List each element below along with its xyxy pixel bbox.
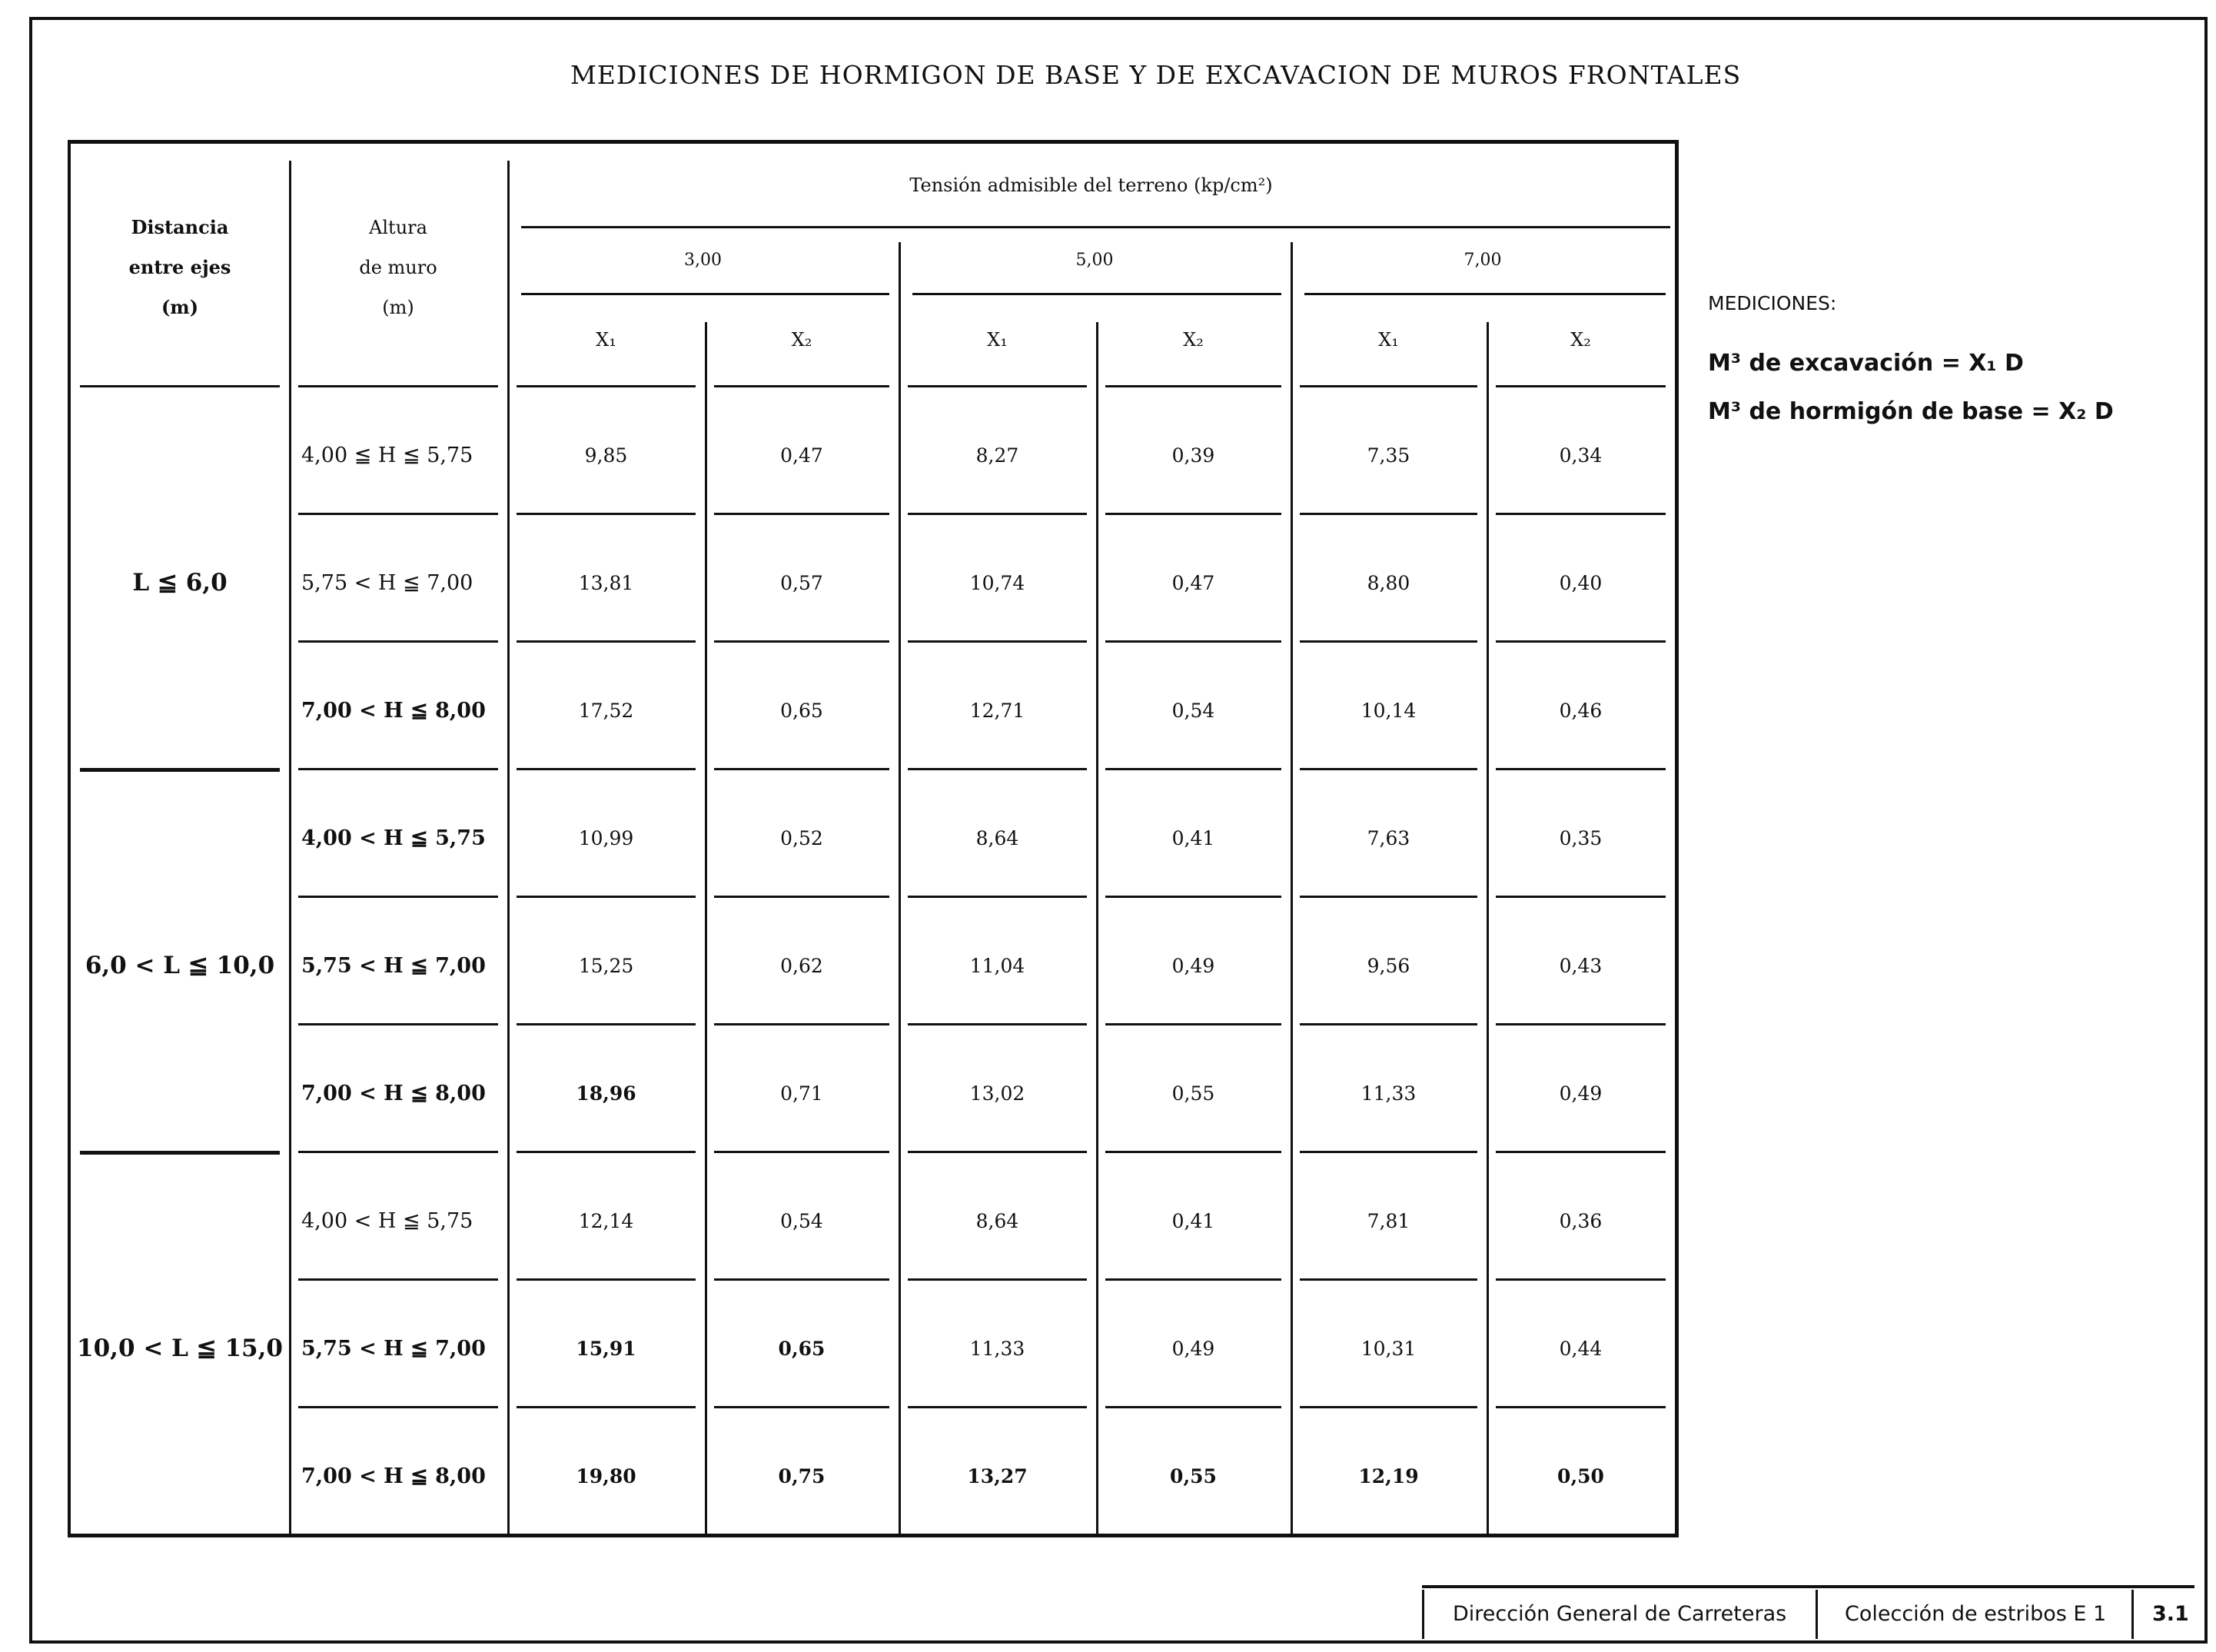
table-cell-value: 10,99 [578, 826, 634, 849]
height-range: 4,00 < H ≦ 5,75 [301, 1208, 473, 1233]
group-rule [80, 1151, 280, 1155]
table-cell-value: 0,49 [1171, 954, 1215, 977]
table-cell-value: 8,80 [1367, 571, 1410, 594]
notes-concrete-formula: M³ de hormigón de base = X₂ D [1708, 398, 2114, 425]
row-rule [517, 513, 696, 515]
table-cell-value: 0,71 [780, 1082, 823, 1105]
header-rule [1300, 385, 1477, 387]
height-range: 4,00 ≦ H ≦ 5,75 [301, 443, 473, 467]
row-rule [1105, 1151, 1281, 1153]
row-rule [298, 768, 498, 770]
table-cell-value: 13,81 [578, 571, 634, 594]
row-rule [517, 1023, 696, 1025]
table-cell-value: 10,31 [1360, 1337, 1417, 1360]
sub-header-x: X₁ [596, 329, 616, 351]
table-cell-value: 0,41 [1171, 826, 1215, 849]
row-rule [1105, 1406, 1281, 1408]
column-header-distance-line: entre ejes [128, 256, 231, 278]
table-cell-value: 0,52 [780, 826, 823, 849]
header-rule [517, 385, 696, 387]
height-range: 7,00 < H ≦ 8,00 [301, 698, 486, 723]
row-rule [714, 1151, 889, 1153]
table-cell-value: 10,14 [1360, 699, 1417, 722]
table-cell-value: 0,36 [1559, 1209, 1603, 1232]
row-rule [517, 896, 696, 898]
row-rule [714, 1023, 889, 1025]
table-cell-value: 15,25 [578, 954, 634, 977]
column-header-distance-line: Distancia [131, 216, 229, 238]
row-rule [517, 1406, 696, 1408]
row-rule [714, 896, 889, 898]
header-rule [521, 226, 1670, 228]
height-range: 4,00 < H ≦ 5,75 [301, 826, 486, 850]
row-rule [517, 1278, 696, 1281]
table-cell-value: 10,74 [969, 571, 1025, 594]
column-header-distance [71, 144, 289, 391]
footer-organization: Dirección General de Carreteras [1453, 1602, 1787, 1626]
row-rule [1105, 768, 1281, 770]
group-rule [80, 768, 280, 772]
row-rule [1300, 640, 1477, 643]
row-rule [1105, 1023, 1281, 1025]
row-rule [1105, 1278, 1281, 1281]
row-rule [1300, 1406, 1477, 1408]
height-range: 7,00 < H ≦ 8,00 [301, 1464, 486, 1488]
table-cell-value: 7,63 [1367, 826, 1410, 849]
table-cell-value: 8,64 [975, 826, 1019, 849]
notes-excavation-formula: M³ de excavación = X₁ D [1708, 350, 2024, 377]
row-rule [1496, 1406, 1666, 1408]
row-rule [1105, 896, 1281, 898]
table-cell-value: 0,62 [780, 954, 823, 977]
row-rule [1496, 1151, 1666, 1153]
table-cell-value: 9,85 [584, 444, 628, 467]
table-cell-value: 0,54 [1171, 699, 1215, 722]
row-rule [1300, 1023, 1477, 1025]
table-cell-value: 11,33 [969, 1337, 1025, 1360]
sub-header-x: X₂ [791, 329, 812, 351]
table-cell-value: 0,41 [1171, 1209, 1215, 1232]
header-rule [1496, 385, 1666, 387]
table-cell-value: 0,55 [1170, 1464, 1217, 1487]
measurements-table [68, 140, 1679, 1537]
header-rule [908, 385, 1087, 387]
row-rule [1496, 896, 1666, 898]
distance-range: 6,0 < L ≦ 10,0 [85, 952, 275, 979]
footer-page-number: 3.1 [2152, 1602, 2189, 1626]
tension-value: 3,00 [684, 251, 722, 270]
table-cell-value: 0,35 [1559, 826, 1603, 849]
sub-header-x: X₂ [1570, 329, 1591, 351]
table-cell-value: 11,33 [1360, 1082, 1417, 1105]
row-rule [1496, 1023, 1666, 1025]
row-rule [1300, 513, 1477, 515]
table-cell-value: 7,81 [1367, 1209, 1410, 1232]
header-rule [1304, 293, 1666, 295]
row-rule [1496, 1278, 1666, 1281]
row-rule [908, 640, 1087, 643]
table-cell-value: 13,02 [969, 1082, 1025, 1105]
row-rule [517, 1151, 696, 1153]
row-rule [1105, 640, 1281, 643]
table-cell-value: 0,55 [1171, 1082, 1215, 1105]
table-cell-value: 0,43 [1559, 954, 1603, 977]
header-rule [714, 385, 889, 387]
row-rule [298, 1151, 498, 1153]
row-rule [908, 1406, 1087, 1408]
table-cell-value: 0,65 [778, 1337, 826, 1360]
table-cell-value: 0,54 [780, 1209, 823, 1232]
row-rule [1496, 513, 1666, 515]
page-title-text: MEDICIONES DE HORMIGON DE BASE Y DE EXCAVACION DE MUROS FRONTALES [570, 60, 1742, 90]
row-rule [298, 640, 498, 643]
table-cell-value: 18,96 [576, 1082, 636, 1105]
table-cell-value: 0,46 [1559, 699, 1603, 722]
row-rule [1496, 640, 1666, 643]
table-cell-value: 17,52 [578, 699, 634, 722]
row-rule [1496, 768, 1666, 770]
table-cell-value: 12,14 [578, 1209, 634, 1232]
tension-header: Tensión admisible del terreno (kp/cm²) [909, 175, 1273, 196]
notes-heading: MEDICIONES: [1708, 292, 1837, 314]
row-rule [714, 513, 889, 515]
table-cell-value: 11,04 [969, 954, 1025, 977]
height-range: 5,75 < H ≦ 7,00 [301, 953, 486, 978]
table-cell-value: 0,47 [780, 444, 823, 467]
height-range: 5,75 < H ≦ 7,00 [301, 1336, 486, 1361]
distance-range: 10,0 < L ≦ 15,0 [77, 1335, 283, 1362]
column-header-height-line: (m) [382, 297, 414, 318]
row-rule [298, 1278, 498, 1281]
table-cell-value: 0,34 [1559, 444, 1603, 467]
row-rule [908, 513, 1087, 515]
row-rule [908, 1151, 1087, 1153]
row-rule [1300, 896, 1477, 898]
table-cell-value: 0,44 [1559, 1337, 1603, 1360]
footer-divider [2131, 1590, 2134, 1639]
row-rule [298, 1406, 498, 1408]
row-rule [714, 768, 889, 770]
row-rule [908, 1278, 1087, 1281]
table-cell-value: 12,71 [969, 699, 1025, 722]
table-cell-value: 9,56 [1367, 954, 1410, 977]
row-rule [298, 1023, 498, 1025]
sub-header-x: X₁ [987, 329, 1008, 351]
row-rule [908, 768, 1087, 770]
table-cell-value: 15,91 [576, 1337, 636, 1360]
sub-header-x: X₂ [1183, 329, 1204, 351]
row-rule [1300, 1278, 1477, 1281]
footer-collection: Colección de estribos E 1 [1845, 1602, 2107, 1626]
table-cell-value: 0,49 [1171, 1337, 1215, 1360]
table-cell-value: 8,64 [975, 1209, 1019, 1232]
column-header-height-line: Altura [369, 217, 427, 238]
row-rule [908, 896, 1087, 898]
column-header-height-line: de muro [359, 257, 437, 278]
row-rule [298, 896, 498, 898]
table-cell-value: 13,27 [967, 1464, 1028, 1487]
table-cell-value: 12,19 [1358, 1464, 1419, 1487]
table-cell-value: 19,80 [576, 1464, 636, 1487]
header-rule [912, 293, 1281, 295]
row-rule [517, 768, 696, 770]
tension-value: 5,00 [1075, 251, 1114, 270]
footer-divider [1816, 1590, 1818, 1639]
distance-range: L ≦ 6,0 [132, 569, 228, 597]
table-cell-value: 0,39 [1171, 444, 1215, 467]
row-rule [908, 1023, 1087, 1025]
row-rule [714, 640, 889, 643]
row-rule [1300, 1151, 1477, 1153]
height-range: 7,00 < H ≦ 8,00 [301, 1081, 486, 1105]
table-cell-value: 0,40 [1559, 571, 1603, 594]
table-cell-value: 0,50 [1557, 1464, 1604, 1487]
row-rule [714, 1278, 889, 1281]
column-header-height [289, 144, 507, 391]
row-rule [714, 1406, 889, 1408]
row-rule [1300, 768, 1477, 770]
table-cell-value: 0,47 [1171, 571, 1215, 594]
header-rule [521, 293, 889, 295]
footer-rule [1422, 1585, 2194, 1588]
column-header-distance-line: (m) [161, 296, 199, 318]
table-cell-value: 7,35 [1367, 444, 1410, 467]
row-rule [298, 513, 498, 515]
table-cell-value: 0,65 [780, 699, 823, 722]
table-cell-value: 8,27 [975, 444, 1019, 467]
table-cell-value: 0,49 [1559, 1082, 1603, 1105]
row-rule [517, 640, 696, 643]
row-rule [1105, 513, 1281, 515]
table-cell-value: 0,75 [778, 1464, 826, 1487]
table-cell-value: 0,57 [780, 571, 823, 594]
footer-divider [1422, 1590, 1424, 1639]
sub-header-x: X₁ [1378, 329, 1399, 351]
tension-value: 7,00 [1463, 251, 1502, 270]
height-range: 5,75 < H ≦ 7,00 [301, 570, 473, 595]
header-rule [1105, 385, 1281, 387]
